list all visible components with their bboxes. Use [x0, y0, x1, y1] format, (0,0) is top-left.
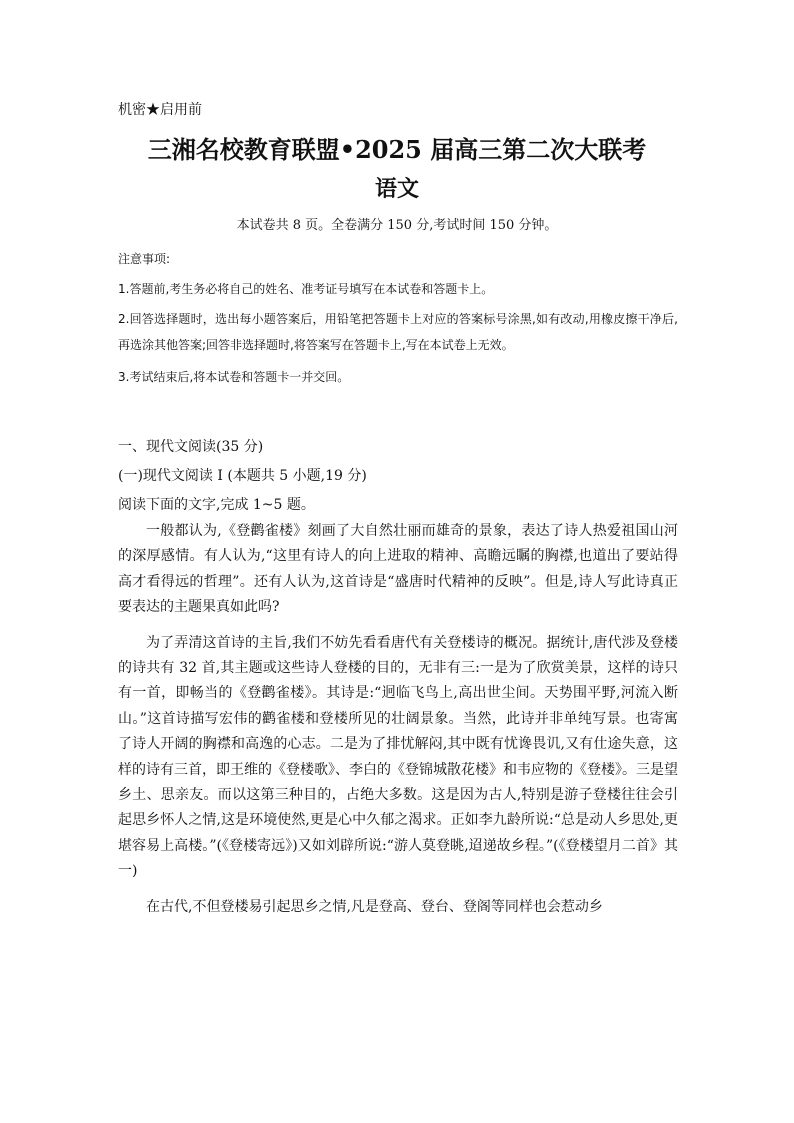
notes-title: 注意事项: [118, 252, 171, 266]
section-heading: 一、现代文阅读(35 分) [118, 439, 264, 455]
confidential-mark: 机密★启用前 [118, 102, 202, 118]
subject-title: 语文 [374, 176, 419, 202]
passage-paragraph: 在古代,不但登楼易引起思乡之情,凡是登高、登台、登阁等同样也会惹动乡 [146, 898, 603, 915]
subsection-heading: (一)现代文阅读 I (本题共 5 小题,19 分) [118, 468, 367, 484]
reading-passage [118, 519, 678, 930]
note-item: 1.答题前,考生务必将自己的姓名、准考证号填写在本试卷和答题卡上。 [118, 282, 494, 296]
exam-info: 本试卷共 8 页。全卷满分 150 分,考试时间 150 分钟。 [236, 218, 558, 233]
note-item: 2.回答选择题时，选出每小题答案后，用铅笔把答题卡上对应的答案标号涂黑,如有改动,用橡皮擦干净后,再选涂其他答案;回答非选择题时,将答案写在答题卡上,写在本试卷上无效。 [118, 312, 678, 352]
passage-paragraph: 为了弄清这首诗的主旨,我们不妨先看看唐代有关登楼诗的概况。据统计,唐代涉及登楼的诗共有 32 首,其主题或这些诗人登楼的目的，无非有三:一是为了欣赏美景，这样的诗只有一首，即畅当的《登鹳雀楼》。其诗是:“迥临飞鸟上,高出世尘间。天势围平野,河流入断山。”这首诗描写宏伟的鹳雀楼和登楼所见的壮阔景象。当然，此诗并非单纯写景。也寄寓了诗人开阔的胸襟和高逸的心志。二是为了排忧解闷,其中既有忧谗畏讥,又有仕途失意，这样的诗有三首，即王维的《登楼歌》、李白的《登锦城散花楼》和韦应物的《登楼》。三是望乡土、思亲友。而以这第三种目的，占绝大多数。这是因为古人,特别是游子登楼往往会引起思乡怀人之情,这是环境使然,更是心中久郁之渴求。正如李九龄所说:“总是动人乡思处,更堪容易上高楼。”(《登楼寄远》)又如刘辟所说:“游人莫登眺,迢递故乡程。”(《登楼望月二首》其一) [118, 634, 678, 880]
notes-block [118, 248, 678, 396]
passage-paragraph: 一般都认为,《登鹳雀楼》刻画了大自然壮丽而雄奇的景象，表达了诗人热爱祖国山河的深厚感情。有人认为,“这里有诗人的向上进取的精神、高瞻远瞩的胸襟,也道出了要站得高才看得远的哲理”。还有人认为,这首诗是“盛唐时代精神的反映”。但是,诗人写此诗真正要表达的主题果真如此吗? [118, 523, 678, 616]
note-item: 3.考试结束后,将本试卷和答题卡一并交回。 [118, 370, 350, 384]
reading-instruction: 阅读下面的文字,完成 1~5 题。 [118, 497, 315, 513]
exam-title: 三湘名校教育联盟•2025 届高三第二次大联考 [147, 135, 647, 164]
